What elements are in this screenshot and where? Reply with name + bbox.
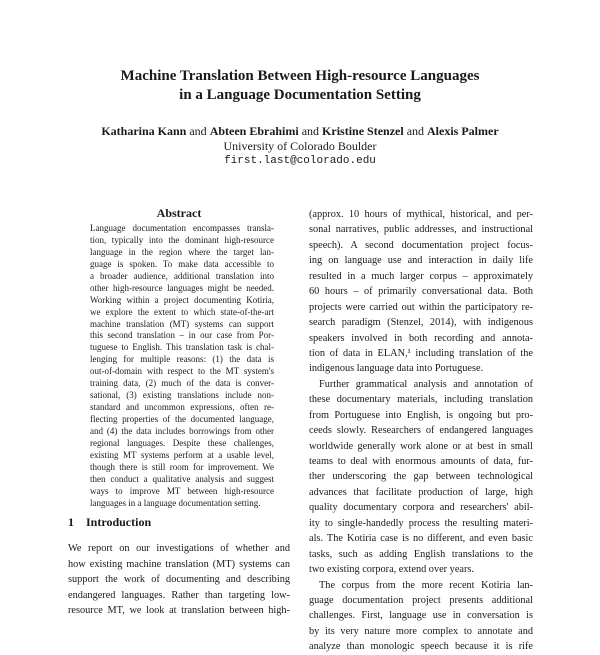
text-line: speech). A second documentation project focus-	[309, 239, 533, 251]
section-heading	[68, 515, 290, 530]
text-line: projects were carried out within the participatory re-	[309, 301, 533, 313]
text-line: from Portuguese into English, is ongoing but pro-	[309, 409, 533, 421]
text-line: ity to single-handedly process the resulting materi-	[309, 517, 533, 529]
text-line: languages in a language documentation setting.	[90, 497, 261, 508]
text-line: though there is still room for improvement. We	[90, 461, 274, 472]
text-line: challenges. First, language use in conversation is	[309, 610, 533, 622]
author-4: Alexis Palmer	[427, 124, 499, 138]
text-line: (approx. 10 hours of mythical, historical, and per-	[309, 209, 533, 220]
text-line: these documentary materials, including translation	[309, 394, 533, 406]
text-line: support the work of documenting and describing	[68, 574, 290, 586]
author-and-3: and	[406, 124, 425, 138]
text-line: tasks, such as adding English translations to the	[309, 548, 533, 560]
text-line: language in the region where the target lan-	[90, 246, 274, 257]
text-line: indigenous language data into Portuguese.	[309, 363, 484, 375]
text-line: guage is spoken. To make data accessible to	[90, 258, 274, 269]
text-line: sational, (3) existing translations include non-	[90, 390, 274, 401]
title-line-2: in a Language Documentation Setting	[179, 87, 421, 103]
text-line: ther underscoring the gap between technological	[309, 471, 533, 483]
text-line: tion of data in ELAN,¹ including translation of the	[309, 347, 533, 359]
paper-title	[0, 67, 600, 105]
text-line: flecting properties of the documented language,	[90, 414, 274, 424]
text-line: lenging for multiple reasons: (1) the data is	[90, 354, 274, 365]
text-line: existing MT systems perform at a usable level,	[90, 449, 274, 460]
text-line: teams to deal with enormous amounts of data, fur-	[309, 456, 533, 467]
text-line: this second translation – in our case from Por-	[90, 330, 274, 341]
text-line: worldwide generally work alone or at best in small	[309, 440, 533, 452]
text-line: out-of-domain with respect to the MT system's	[90, 366, 274, 377]
text-line: analyze than monologic speech because it is rife	[309, 641, 533, 653]
text-line: 60 hours – of primarily conversational data. Both	[309, 286, 533, 298]
text-line: Further grammatical analysis and annotation of	[319, 378, 533, 390]
author-and-2: and	[301, 124, 320, 138]
text-line: Language documentation encompasses transla-	[90, 223, 274, 233]
title-line-1: Machine Translation Between High-resource Languages	[120, 68, 480, 84]
text-line: by its very nature more complex to annotate and	[309, 625, 533, 637]
text-line: search paradigm (Stenzel, 2014), with indigenous	[309, 317, 533, 329]
author-3: Kristine Stenzel	[322, 124, 404, 138]
author-and-1: and	[189, 124, 207, 138]
text-line: Working within a project documenting Kotiria,	[90, 294, 274, 305]
section-number: 1	[68, 515, 74, 529]
text-line: als. The Kotiria case is no different, and even basic	[309, 533, 533, 545]
text-line: We report on our investigations of whether and	[68, 543, 290, 554]
text-line: two existing corpora, extend over years.	[309, 564, 474, 576]
text-line: how existing machine translation (MT) systems can	[68, 558, 290, 570]
text-line: ways to improve MT between high-resource	[90, 485, 274, 496]
text-line: tuguese to English. This translation task is chal-	[90, 342, 274, 353]
author-names	[0, 124, 600, 139]
text-line: then conduct a qualitative analysis and suggest	[90, 473, 274, 484]
text-line: guage documentation project presents additional	[309, 594, 533, 606]
author-email: first.last@colorado.edu	[224, 155, 376, 167]
section-title: Introduction	[86, 515, 152, 529]
text-line: tion, typically into the dominant high-resource	[90, 234, 274, 245]
author-2: Abteen Ebrahimi	[209, 124, 299, 138]
text-line: ceeds slowly. Researchers of endangered languages	[309, 425, 533, 437]
text-line: resulted in a much larger corpus – approximately	[309, 270, 533, 282]
text-line: training data, (2) much of the data is conver-	[90, 378, 274, 389]
text-line: The corpus from the more recent Kotiria lan-	[319, 579, 533, 591]
text-line: endangered languages. Rather than targeting low-	[68, 589, 290, 601]
text-line: speakers involved in both recording and annota-	[309, 332, 533, 344]
author-block	[0, 124, 600, 169]
affiliation: University of Colorado Boulder	[223, 139, 377, 153]
text-line: sonal narratives, public addresses, and instructional	[309, 224, 533, 236]
text-line: ing on language use and interaction in daily life	[309, 255, 533, 267]
abstract-body	[90, 223, 274, 510]
text-line: we explore the extent to which state-of-the-art	[90, 306, 274, 317]
text-line: regional languages. Despite these challenges,	[90, 437, 274, 448]
right-column-body	[309, 207, 533, 655]
text-line: advances that facilitate production of large, high	[309, 486, 533, 498]
text-line: and (4) the data includes borrowings from other	[90, 425, 274, 436]
abstract-heading: Abstract	[156, 206, 202, 220]
author-1: Katharina Kann	[101, 124, 187, 138]
text-line: standard and uncommon expressions, often re-	[90, 402, 274, 413]
text-line: machine translation (MT) systems can support	[90, 318, 274, 329]
text-line: other high-resource languages might be needed.	[90, 282, 274, 293]
text-line: quality documentary corpora and researchers' abil-	[309, 502, 533, 514]
text-line: resource MT, we look at translation between high-	[68, 605, 290, 617]
introduction-body	[68, 541, 290, 619]
text-line: a broader audience, additional translation into	[90, 270, 274, 281]
